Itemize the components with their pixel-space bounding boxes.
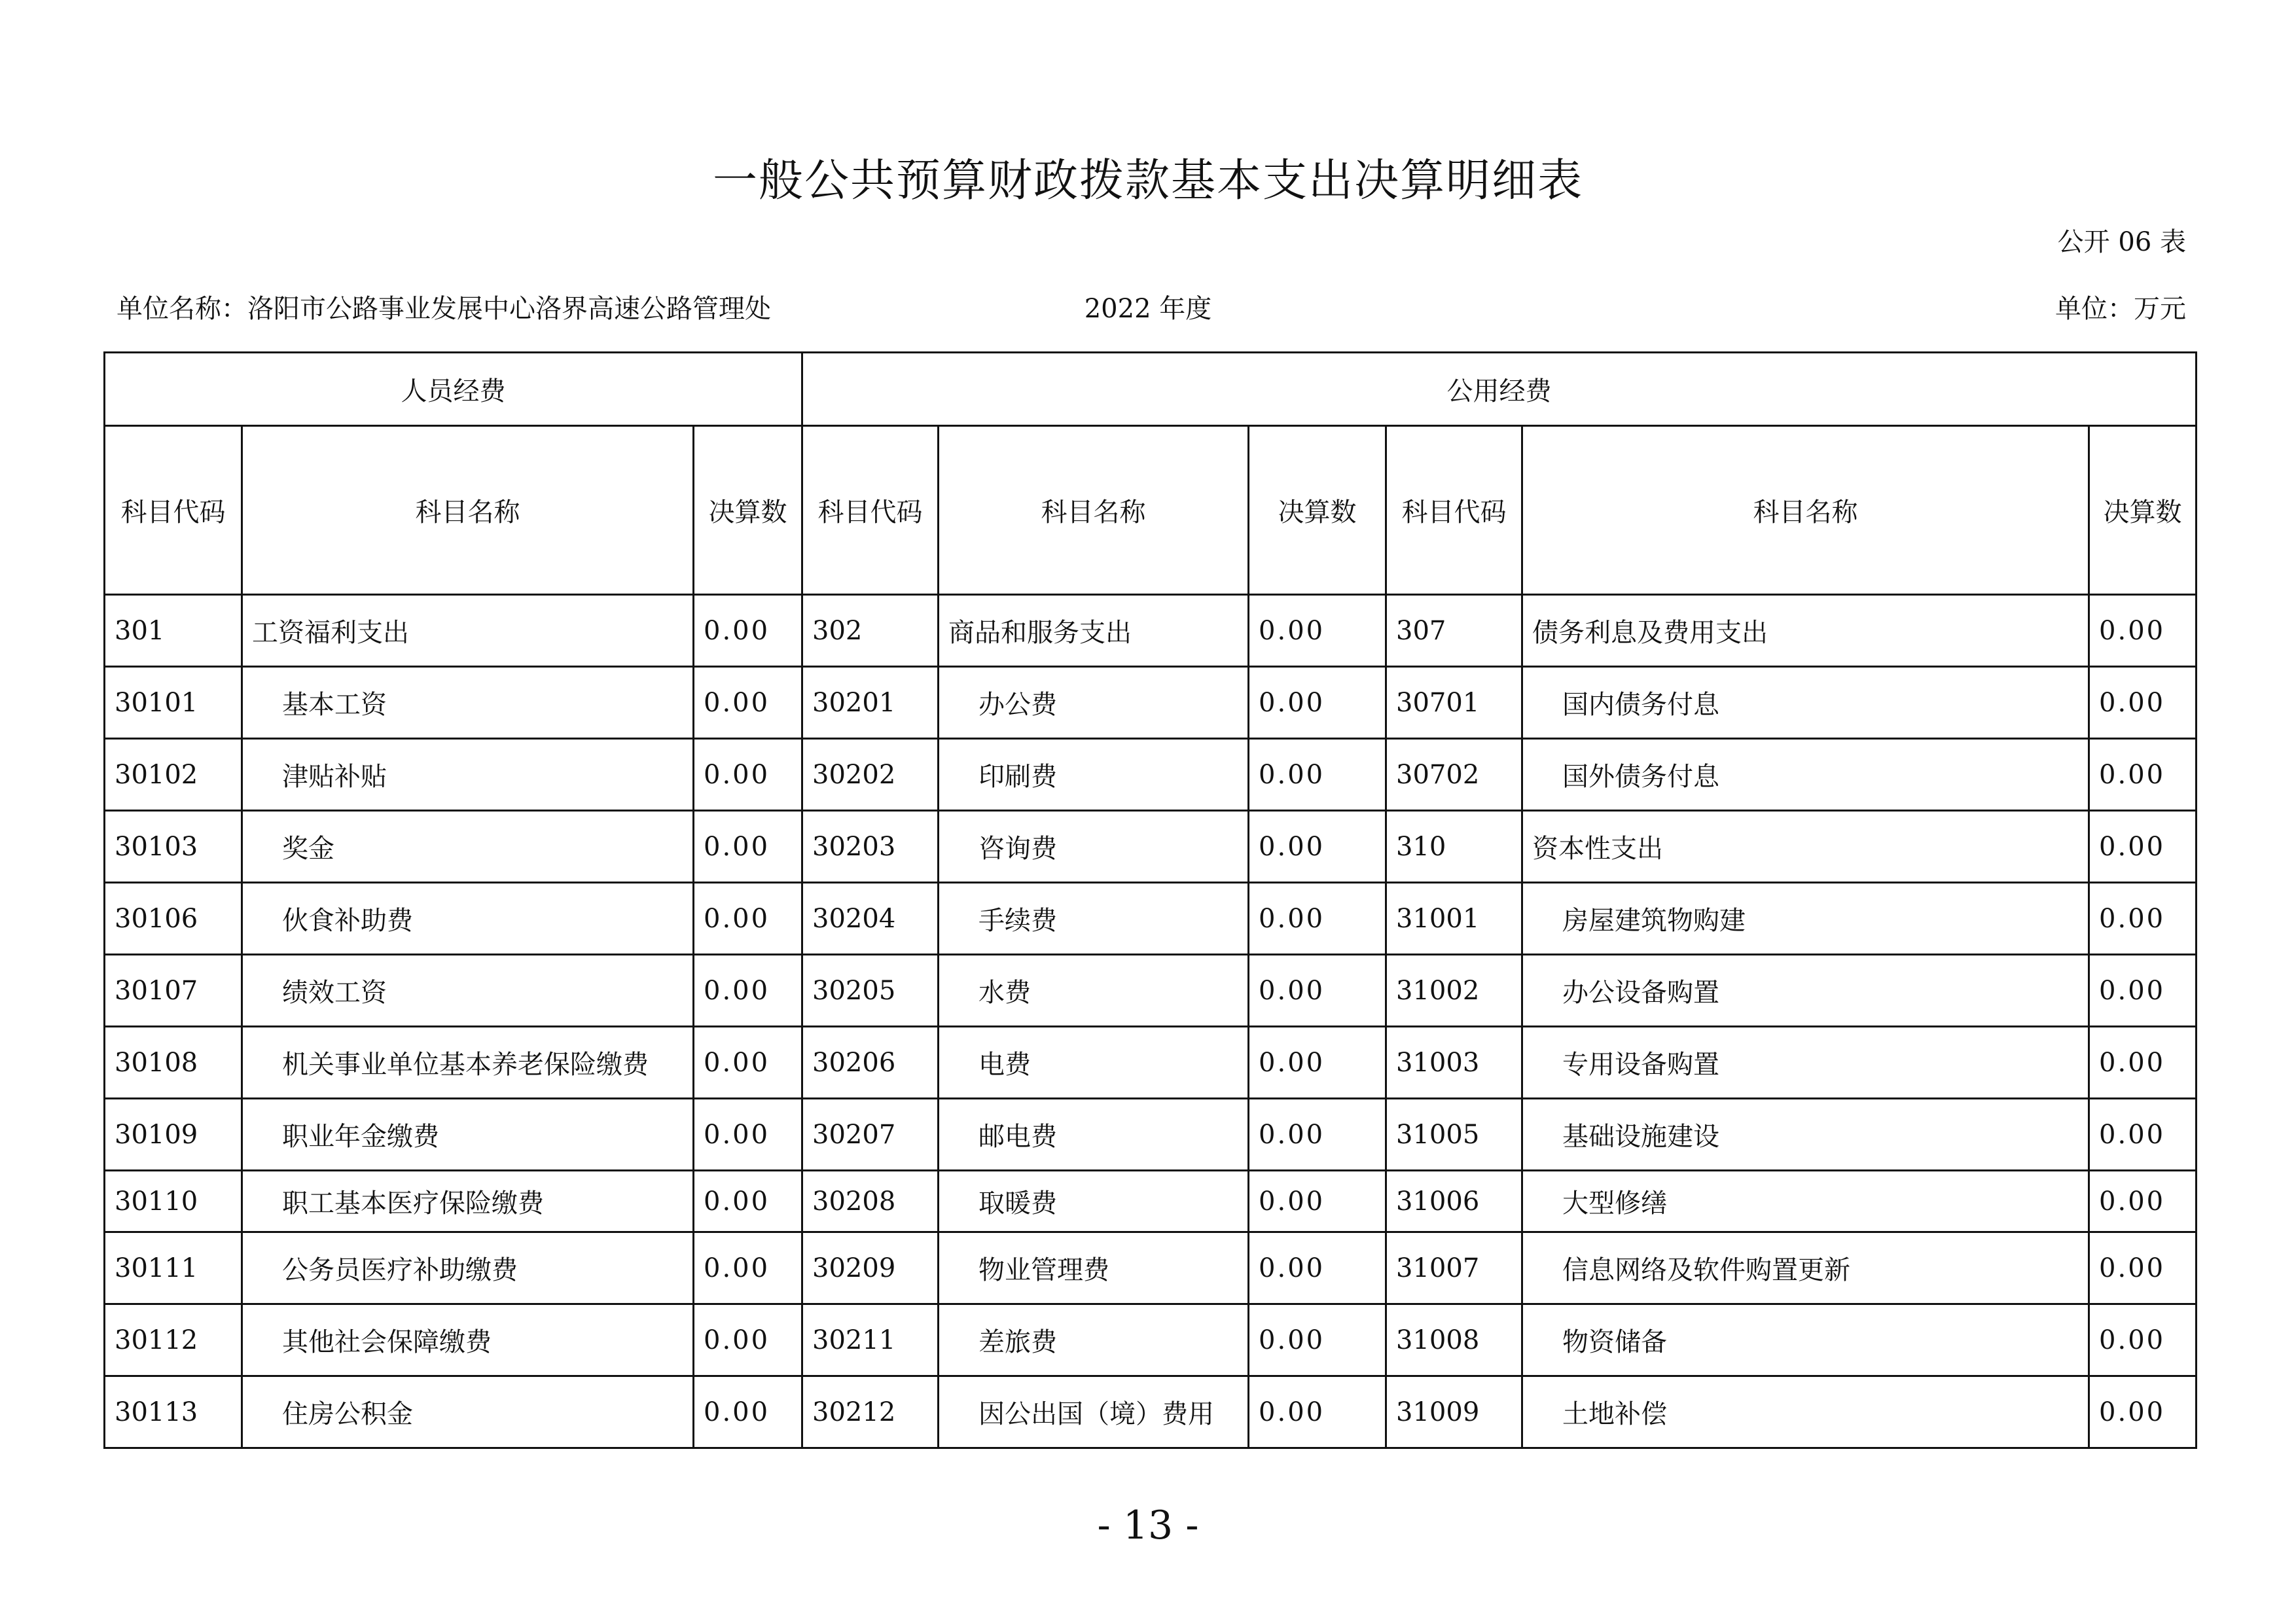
code-cell: 31005 bbox=[1386, 1099, 1522, 1171]
amount-cell: 0.00 bbox=[694, 1376, 802, 1448]
code-cell: 31001 bbox=[1386, 883, 1522, 955]
code-cell: 30209 bbox=[802, 1232, 939, 1304]
name-cell: 商品和服务支出 bbox=[939, 595, 1249, 667]
name-cell: 国外债务付息 bbox=[1522, 739, 2089, 811]
column-header-row bbox=[105, 426, 2197, 595]
code-cell: 30701 bbox=[1386, 667, 1522, 739]
amount-cell: 0.00 bbox=[694, 883, 802, 955]
code-cell: 30207 bbox=[802, 1099, 939, 1171]
code-cell: 301 bbox=[105, 595, 242, 667]
amount-cell: 0.00 bbox=[694, 1027, 802, 1099]
name-cell: 其他社会保障缴费 bbox=[242, 1304, 694, 1376]
name-cell: 债务利息及费用支出 bbox=[1522, 595, 2089, 667]
amount-cell: 0.00 bbox=[1249, 1027, 1386, 1099]
amount-cell: 0.00 bbox=[694, 595, 802, 667]
col-amount: 决算数 bbox=[694, 426, 802, 595]
code-cell: 30702 bbox=[1386, 739, 1522, 811]
name-cell: 手续费 bbox=[939, 883, 1249, 955]
amount-cell: 0.00 bbox=[1249, 667, 1386, 739]
name-cell: 房屋建筑物购建 bbox=[1522, 883, 2089, 955]
amount-cell: 0.00 bbox=[694, 1171, 802, 1232]
currency-unit: 单位：万元 bbox=[2055, 294, 2186, 324]
code-cell: 30212 bbox=[802, 1376, 939, 1448]
name-cell: 差旅费 bbox=[939, 1304, 1249, 1376]
code-cell: 30211 bbox=[802, 1304, 939, 1376]
amount-cell: 0.00 bbox=[2089, 595, 2197, 667]
amount-cell: 0.00 bbox=[1249, 1376, 1386, 1448]
amount-cell: 0.00 bbox=[2089, 1099, 2197, 1171]
name-cell: 职业年金缴费 bbox=[242, 1099, 694, 1171]
amount-cell: 0.00 bbox=[2089, 739, 2197, 811]
code-cell: 30102 bbox=[105, 739, 242, 811]
code-cell: 31002 bbox=[1386, 955, 1522, 1027]
amount-cell: 0.00 bbox=[694, 667, 802, 739]
name-cell: 基础设施建设 bbox=[1522, 1099, 2089, 1171]
code-cell: 30112 bbox=[105, 1304, 242, 1376]
code-cell: 30203 bbox=[802, 811, 939, 883]
col-amount: 决算数 bbox=[2089, 426, 2197, 595]
name-cell: 大型修缮 bbox=[1522, 1171, 2089, 1232]
table-row bbox=[105, 1171, 2197, 1232]
code-cell: 310 bbox=[1386, 811, 1522, 883]
name-cell: 物资储备 bbox=[1522, 1304, 2089, 1376]
col-name: 科目名称 bbox=[1522, 426, 2089, 595]
code-cell: 307 bbox=[1386, 595, 1522, 667]
name-cell: 物业管理费 bbox=[939, 1232, 1249, 1304]
amount-cell: 0.00 bbox=[694, 1304, 802, 1376]
code-cell: 30113 bbox=[105, 1376, 242, 1448]
name-cell: 资本性支出 bbox=[1522, 811, 2089, 883]
table-row bbox=[105, 1099, 2197, 1171]
col-code: 科目代码 bbox=[1386, 426, 1522, 595]
code-cell: 31009 bbox=[1386, 1376, 1522, 1448]
amount-cell: 0.00 bbox=[1249, 955, 1386, 1027]
amount-cell: 0.00 bbox=[2089, 955, 2197, 1027]
table-row bbox=[105, 1376, 2197, 1448]
table-row bbox=[105, 667, 2197, 739]
name-cell: 国内债务付息 bbox=[1522, 667, 2089, 739]
amount-cell: 0.00 bbox=[1249, 883, 1386, 955]
name-cell: 咨询费 bbox=[939, 811, 1249, 883]
table-row bbox=[105, 883, 2197, 955]
table-row bbox=[105, 1027, 2197, 1099]
code-cell: 31007 bbox=[1386, 1232, 1522, 1304]
amount-cell: 0.00 bbox=[2089, 1027, 2197, 1099]
amount-cell: 0.00 bbox=[2089, 883, 2197, 955]
name-cell: 绩效工资 bbox=[242, 955, 694, 1027]
code-cell: 30106 bbox=[105, 883, 242, 955]
code-cell: 30111 bbox=[105, 1232, 242, 1304]
name-cell: 工资福利支出 bbox=[242, 595, 694, 667]
name-cell: 办公费 bbox=[939, 667, 1249, 739]
amount-cell: 0.00 bbox=[2089, 1376, 2197, 1448]
code-cell: 30108 bbox=[105, 1027, 242, 1099]
amount-cell: 0.00 bbox=[1249, 1171, 1386, 1232]
col-name: 科目名称 bbox=[242, 426, 694, 595]
unit-name: 单位名称：洛阳市公路事业发展中心洛界高速公路管理处 bbox=[117, 294, 771, 324]
code-cell: 30206 bbox=[802, 1027, 939, 1099]
name-cell: 奖金 bbox=[242, 811, 694, 883]
table-row bbox=[105, 739, 2197, 811]
expenditure-table bbox=[103, 351, 2197, 1449]
amount-cell: 0.00 bbox=[694, 1232, 802, 1304]
amount-cell: 0.00 bbox=[1249, 1099, 1386, 1171]
amount-cell: 0.00 bbox=[1249, 595, 1386, 667]
col-amount: 决算数 bbox=[1249, 426, 1386, 595]
code-cell: 30107 bbox=[105, 955, 242, 1027]
code-cell: 302 bbox=[802, 595, 939, 667]
name-cell: 电费 bbox=[939, 1027, 1249, 1099]
name-cell: 办公设备购置 bbox=[1522, 955, 2089, 1027]
table-row bbox=[105, 1232, 2197, 1304]
form-code: 公开 06 表 bbox=[2057, 227, 2186, 257]
group-header-row bbox=[105, 353, 2197, 426]
amount-cell: 0.00 bbox=[1249, 1304, 1386, 1376]
name-cell: 取暖费 bbox=[939, 1171, 1249, 1232]
name-cell: 公务员医疗补助缴费 bbox=[242, 1232, 694, 1304]
code-cell: 30103 bbox=[105, 811, 242, 883]
amount-cell: 0.00 bbox=[694, 811, 802, 883]
table-row bbox=[105, 955, 2197, 1027]
fiscal-year: 2022 年度 bbox=[1084, 294, 1212, 324]
amount-cell: 0.00 bbox=[2089, 811, 2197, 883]
code-cell: 30205 bbox=[802, 955, 939, 1027]
table-row bbox=[105, 811, 2197, 883]
code-cell: 31006 bbox=[1386, 1171, 1522, 1232]
name-cell: 专用设备购置 bbox=[1522, 1027, 2089, 1099]
name-cell: 因公出国（境）费用 bbox=[939, 1376, 1249, 1448]
col-code: 科目代码 bbox=[802, 426, 939, 595]
code-cell: 31008 bbox=[1386, 1304, 1522, 1376]
name-cell: 机关事业单位基本养老保险缴费 bbox=[242, 1027, 694, 1099]
code-cell: 30101 bbox=[105, 667, 242, 739]
code-cell: 30204 bbox=[802, 883, 939, 955]
name-cell: 津贴补贴 bbox=[242, 739, 694, 811]
name-cell: 基本工资 bbox=[242, 667, 694, 739]
code-cell: 30201 bbox=[802, 667, 939, 739]
name-cell: 信息网络及软件购置更新 bbox=[1522, 1232, 2089, 1304]
code-cell: 30202 bbox=[802, 739, 939, 811]
table-row bbox=[105, 595, 2197, 667]
group-public: 公用经费 bbox=[802, 353, 2197, 426]
name-cell: 土地补偿 bbox=[1522, 1376, 2089, 1448]
code-cell: 31003 bbox=[1386, 1027, 1522, 1099]
name-cell: 水费 bbox=[939, 955, 1249, 1027]
amount-cell: 0.00 bbox=[1249, 1232, 1386, 1304]
name-cell: 职工基本医疗保险缴费 bbox=[242, 1171, 694, 1232]
name-cell: 印刷费 bbox=[939, 739, 1249, 811]
col-code: 科目代码 bbox=[105, 426, 242, 595]
amount-cell: 0.00 bbox=[694, 955, 802, 1027]
amount-cell: 0.00 bbox=[1249, 739, 1386, 811]
name-cell: 伙食补助费 bbox=[242, 883, 694, 955]
amount-cell: 0.00 bbox=[2089, 667, 2197, 739]
amount-cell: 0.00 bbox=[694, 1099, 802, 1171]
amount-cell: 0.00 bbox=[1249, 811, 1386, 883]
name-cell: 住房公积金 bbox=[242, 1376, 694, 1448]
code-cell: 30109 bbox=[105, 1099, 242, 1171]
page-title: 一般公共预算财政拨款基本支出决算明细表 bbox=[712, 155, 1583, 207]
code-cell: 30110 bbox=[105, 1171, 242, 1232]
amount-cell: 0.00 bbox=[694, 739, 802, 811]
name-cell: 邮电费 bbox=[939, 1099, 1249, 1171]
amount-cell: 0.00 bbox=[2089, 1232, 2197, 1304]
amount-cell: 0.00 bbox=[2089, 1171, 2197, 1232]
amount-cell: 0.00 bbox=[2089, 1304, 2197, 1376]
group-personnel: 人员经费 bbox=[105, 353, 802, 426]
code-cell: 30208 bbox=[802, 1171, 939, 1232]
page-number: - 13 - bbox=[1097, 1503, 1199, 1548]
col-name: 科目名称 bbox=[939, 426, 1249, 595]
table-row bbox=[105, 1304, 2197, 1376]
